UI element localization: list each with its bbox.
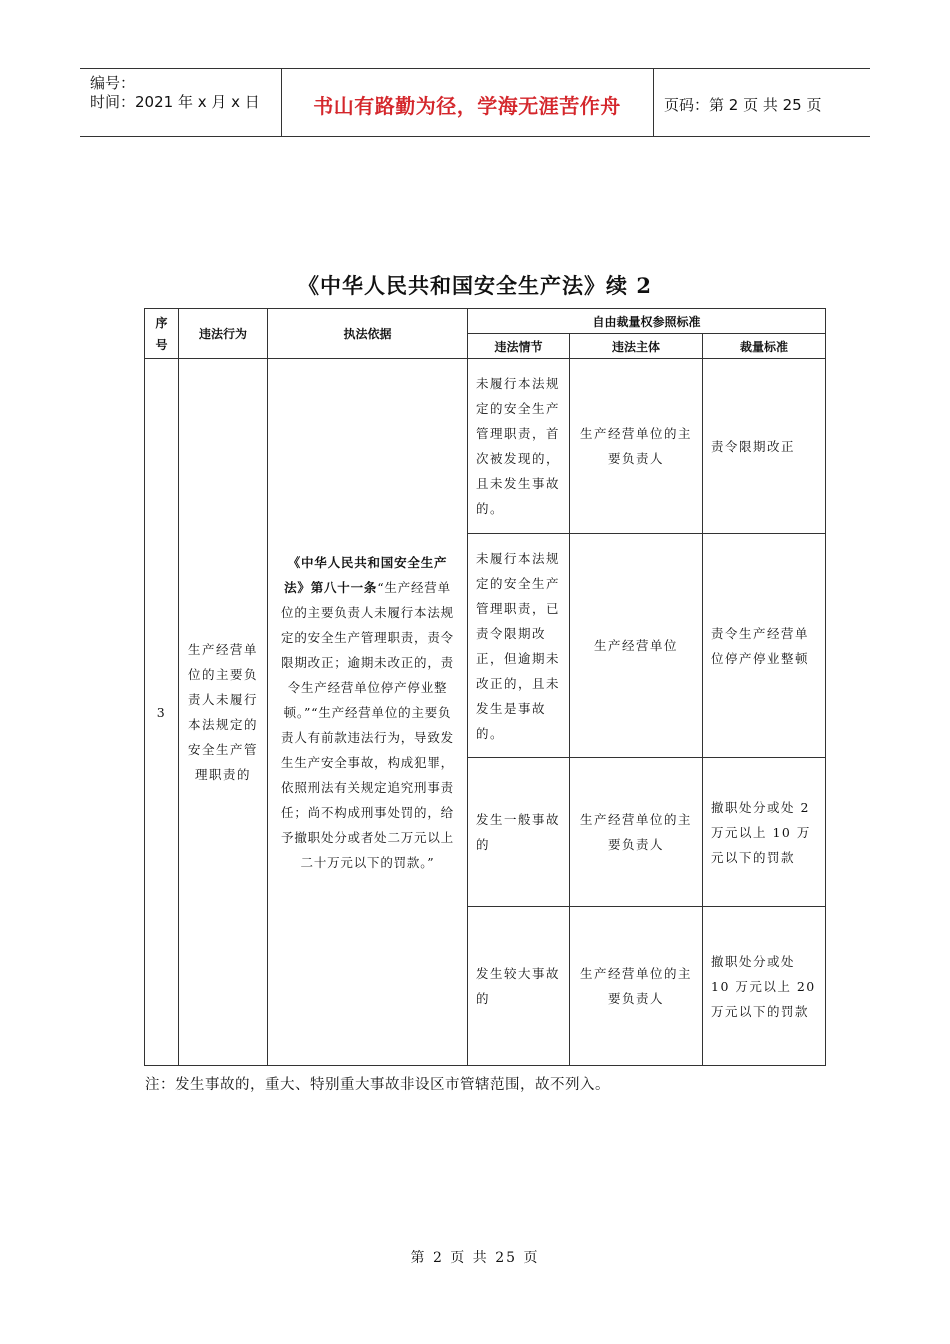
header-bottom-border [80, 136, 870, 137]
circumstance-2: 未履行本法规定的安全生产管理职责，已责令限期改正，但逾期未改正的，且未发生是事故的。 [468, 534, 570, 758]
circumstance-3: 发生一般事故的 [468, 758, 570, 907]
header-time-label: 时间：2021 年 x 月 x 日 [90, 93, 260, 111]
subject-4: 生产经营单位的主要负责人 [570, 907, 703, 1066]
table-note: 注：发生事故的，重大、特别重大事故非设区市管辖范围，故不列入。 [145, 1077, 610, 1093]
row-seq: 3 [145, 359, 179, 1066]
standard-3: 撤职处分或处 2 万元以上 10 万元以下的罚款 [703, 758, 826, 907]
discretion-standard-table [144, 308, 826, 1066]
circumstance-1: 未履行本法规定的安全生产管理职责，首次被发现的，且未发生事故的。 [468, 359, 570, 534]
header-page-info: 页码：第 2 页 共 25 页 [664, 96, 822, 114]
header-divider-right [653, 68, 654, 136]
header-violation: 违法行为 [179, 309, 268, 359]
header-top-border [80, 68, 870, 69]
document-title: 《中华人民共和国安全生产法》续 2 [298, 273, 652, 298]
header-seq: 序号 [145, 309, 179, 359]
subject-1: 生产经营单位的主要负责人 [570, 359, 703, 534]
header-number-label: 编号： [90, 74, 136, 92]
standard-1: 责令限期改正 [703, 359, 826, 534]
standard-2: 责令生产经营单位停产停业整顿 [703, 534, 826, 758]
header-motto: 书山有路勤为径，学海无涯苦作舟 [313, 94, 621, 118]
legal-basis-text: “生产经营单位的主要负责人未履行本法规定的安全生产管理职责，责令限期改正；逾期未改正的，责令生产经营单位停产停业整顿。”“生产经营单位的主要负责人有前款违法行为，导致发生生产安全事故，构成犯罪，依照刑法有关规定追究刑事责任；尚不构成刑事处罚的，给予撤职处分或者处二万元以上二十万元以下的罚款。” [281, 579, 454, 870]
standard-4: 撤职处分或处 10 万元以上 20 万元以下的罚款 [703, 907, 826, 1066]
header-basis: 执法依据 [268, 309, 468, 359]
header-subject: 违法主体 [570, 334, 703, 359]
legal-basis-article: 《中华人民共和国安全生产法》第八十一条 [284, 554, 448, 595]
subject-2: 生产经营单位 [570, 534, 703, 758]
row-legal-basis [268, 359, 468, 1066]
header-circumstance: 违法情节 [468, 334, 570, 359]
circumstance-4: 发生较大事故的 [468, 907, 570, 1066]
row-violation: 生产经营单位的主要负责人未履行本法规定的安全生产管理职责的 [179, 359, 268, 1066]
page-footer: 第 2 页 共 25 页 [410, 1250, 540, 1266]
header-standard: 裁量标准 [703, 334, 826, 359]
header-discretion-group: 自由裁量权参照标准 [468, 309, 826, 334]
subject-3: 生产经营单位的主要负责人 [570, 758, 703, 907]
